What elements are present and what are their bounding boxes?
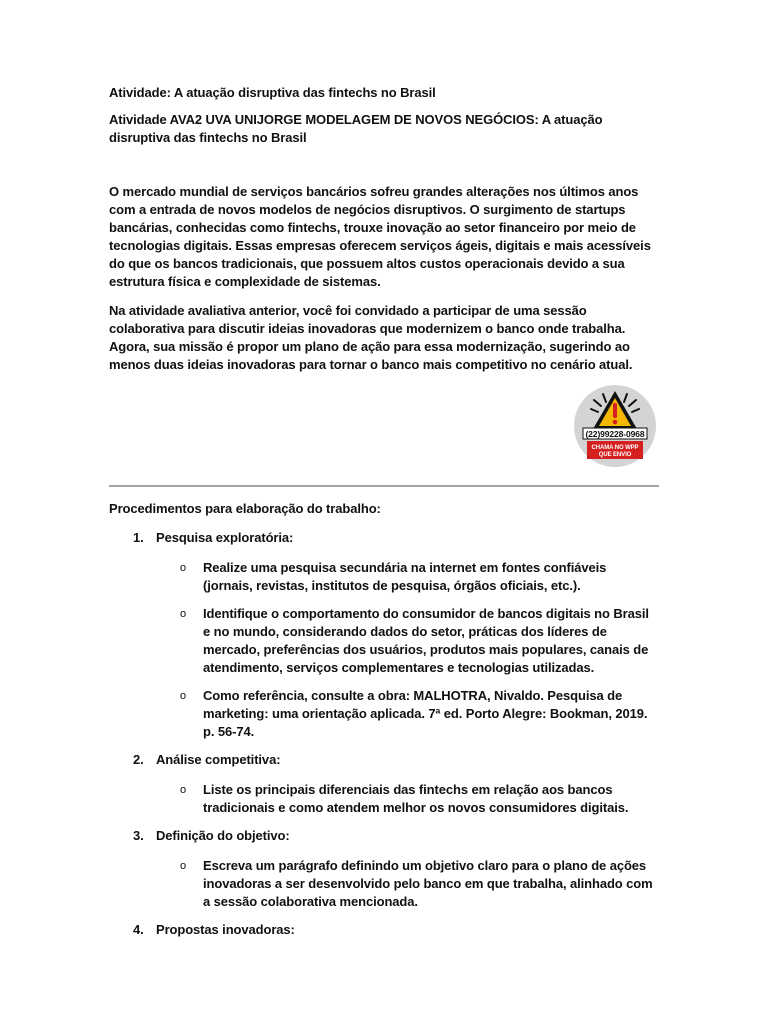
intro-paragraph-2: Na atividade avaliativa anterior, você foi convidado a participar de uma sessão colaborativa para discutir ideias inovadoras que modernizem o banco onde trabalha. Agora, sua missão é propor um plano de ação para essa modernização, sugerindo ao menos duas ideias inovadoras para tornar o banco mais competitivo no cenário atual. xyxy=(109,303,633,372)
step-2 xyxy=(109,751,659,817)
warning-triangle-icon xyxy=(574,385,656,467)
step-title: Análise competitiva: xyxy=(156,752,281,767)
document-title: Atividade: A atuação disruptiva das fintechs no Brasil xyxy=(109,85,436,100)
bullet-icon: o xyxy=(180,608,187,620)
spacer xyxy=(109,147,659,183)
item-text: Escreva um parágrafo definindo um objetivo claro para o plano de ações inovadoras a ser desenvolvido pelo banco em que trabalha, alinhado com a sessão colaborativa mencionada. xyxy=(203,858,653,909)
step-1 xyxy=(109,529,659,741)
step-title: Definição do objetivo: xyxy=(156,828,290,843)
step-title: Propostas inovadoras: xyxy=(156,922,295,937)
bullet-icon: o xyxy=(180,860,187,872)
list-item xyxy=(156,559,659,595)
bullet-icon: o xyxy=(180,690,187,702)
list-item xyxy=(156,781,659,817)
step-number: 3. xyxy=(133,828,144,843)
whatsapp-badge xyxy=(574,385,656,467)
list-item xyxy=(156,687,659,741)
step-1-items xyxy=(156,559,659,741)
intro-paragraph-1: O mercado mundial de serviços bancários sofreu grandes alterações nos últimos anos com a entrada de novos modelos de negócios disruptivos. O surgimento de startups bancárias, conhecidas como fintechs, trouxe inovação ao setor financeiro por meio de tecnologias digitais. Essas empresas oferecem serviços ágeis, digitais e mais acessíveis do que os bancos tradicionais, que possuem altos custos operacionais devido a sua estrutura física e complexidade de sistemas. xyxy=(109,184,651,289)
document-page xyxy=(109,84,659,949)
bullet-icon: o xyxy=(180,562,187,574)
divider xyxy=(109,485,659,487)
list-item xyxy=(156,605,659,677)
item-text: Liste os principais diferenciais das fintechs em relação aos bancos tradicionais e como atendem melhor os novos consumidores digitais. xyxy=(203,782,629,815)
badge-phone: (22)99228-0968 xyxy=(585,429,645,439)
step-4 xyxy=(109,921,659,939)
step-title: Pesquisa exploratória: xyxy=(156,530,294,545)
item-text: Como referência, consulte a obra: MALHOTRA, Nivaldo. Pesquisa de marketing: uma orientação aplicada. 7ª ed. Porto Alegre: Bookman, 2019. p. 56-74. xyxy=(203,688,648,739)
step-2-items xyxy=(156,781,659,817)
step-3 xyxy=(109,827,659,911)
step-number: 1. xyxy=(133,530,144,545)
step-3-items xyxy=(156,857,659,911)
procedures-heading: Procedimentos para elaboração do trabalho: xyxy=(109,501,381,516)
item-text: Identifique o comportamento do consumidor de bancos digitais no Brasil e no mundo, considerando dados do setor, práticas dos líderes de mercado, preferências dos usuários, produtos mais populares, canais de atendimento, serviços complementares e tecnologias utilizadas. xyxy=(203,606,649,675)
badge-area xyxy=(109,385,659,485)
badge-line-1: CHAMA NO WPP xyxy=(591,445,639,451)
document-subtitle: Atividade AVA2 UVA UNIJORGE MODELAGEM DE NOVOS NEGÓCIOS: A atuação disruptiva das fintechs no Brasil xyxy=(109,112,603,145)
step-number: 4. xyxy=(133,922,144,937)
step-number: 2. xyxy=(133,752,144,767)
item-text: Realize uma pesquisa secundária na internet em fontes confiáveis (jornais, revistas, institutos de pesquisa, órgãos oficiais, etc.). xyxy=(203,560,607,593)
procedures-list xyxy=(109,529,659,939)
list-item xyxy=(156,857,659,911)
bullet-icon: o xyxy=(180,784,187,796)
badge-line-2: QUE ENVIO xyxy=(598,452,632,458)
